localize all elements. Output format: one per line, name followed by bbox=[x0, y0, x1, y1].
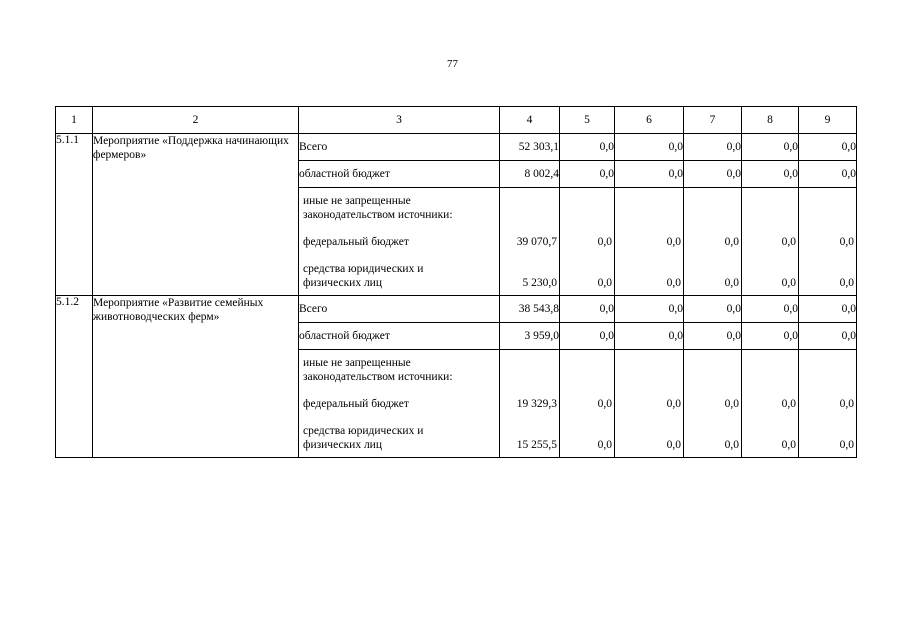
page-number: 77 bbox=[447, 58, 458, 70]
value-cell: 0,0 bbox=[839, 236, 854, 248]
source-label: законодательством источники: bbox=[303, 371, 453, 383]
value-cell: 0,0 bbox=[799, 296, 857, 323]
value-cell: 0,0 bbox=[724, 439, 739, 451]
value-cell: 0,0 bbox=[781, 398, 796, 410]
value-cell: 0,0 bbox=[666, 398, 681, 410]
value-cell: 0,0 bbox=[742, 296, 799, 323]
item-code: 5.1.1 bbox=[56, 134, 93, 296]
header-cell: 7 bbox=[684, 107, 742, 134]
value-cell: 0,0 bbox=[781, 439, 796, 451]
value-cell: 0,0 bbox=[799, 323, 857, 350]
value-cell: 0,0 bbox=[684, 323, 742, 350]
source-label: иные не запрещенные bbox=[303, 357, 411, 369]
header-cell: 6 bbox=[615, 107, 684, 134]
value-cell: 19 329,3 bbox=[516, 398, 557, 410]
source-label: средства юридических и bbox=[303, 263, 424, 275]
value-cell: 0,0 bbox=[560, 161, 615, 188]
value-cell: 0,0 bbox=[684, 134, 742, 161]
value-cell: 0,0 bbox=[597, 439, 612, 451]
source-label: физических лиц bbox=[303, 277, 382, 289]
value-cell: 0,0 bbox=[560, 323, 615, 350]
value-cell: 8 002,4 bbox=[500, 161, 560, 188]
item-name: Мероприятие «Развитие семейных животноводческих ферм» bbox=[93, 296, 299, 458]
source-label: физических лиц bbox=[303, 439, 382, 451]
value-cell: 0,0 bbox=[560, 296, 615, 323]
value-stack bbox=[615, 188, 684, 296]
value-stack bbox=[684, 350, 742, 458]
header-row bbox=[56, 107, 857, 134]
value-cell: 0,0 bbox=[666, 236, 681, 248]
value-stack bbox=[742, 188, 799, 296]
value-cell: 0,0 bbox=[742, 161, 799, 188]
value-cell: 0,0 bbox=[615, 134, 684, 161]
source-stack bbox=[299, 350, 500, 458]
value-cell: 0,0 bbox=[615, 161, 684, 188]
source-label: федеральный бюджет bbox=[303, 398, 409, 410]
value-cell: 0,0 bbox=[781, 236, 796, 248]
value-cell: 0,0 bbox=[684, 296, 742, 323]
value-cell: 0,0 bbox=[839, 277, 854, 289]
value-cell: 0,0 bbox=[799, 134, 857, 161]
header-cell: 5 bbox=[560, 107, 615, 134]
header-cell: 2 bbox=[93, 107, 299, 134]
budget-table bbox=[55, 106, 857, 458]
value-cell: 0,0 bbox=[597, 398, 612, 410]
value-cell: 5 230,0 bbox=[522, 277, 557, 289]
value-stack bbox=[560, 350, 615, 458]
value-cell: 0,0 bbox=[597, 277, 612, 289]
item-name: Мероприятие «Поддержка начинающих фермеров» bbox=[93, 134, 299, 296]
value-cell: 0,0 bbox=[724, 277, 739, 289]
value-stack bbox=[560, 188, 615, 296]
value-stack bbox=[742, 350, 799, 458]
value-cell: 0,0 bbox=[724, 236, 739, 248]
source-label: законодательством источники: bbox=[303, 209, 453, 221]
value-stack bbox=[799, 188, 857, 296]
value-cell: 0,0 bbox=[615, 296, 684, 323]
value-stack bbox=[500, 188, 560, 296]
value-cell: 0,0 bbox=[799, 161, 857, 188]
source-label: Всего bbox=[299, 296, 500, 323]
source-label: областной бюджет bbox=[299, 323, 500, 350]
table-row bbox=[56, 134, 857, 161]
value-cell: 0,0 bbox=[597, 236, 612, 248]
value-cell: 0,0 bbox=[742, 323, 799, 350]
source-label: средства юридических и bbox=[303, 425, 424, 437]
value-cell: 3 959,0 bbox=[500, 323, 560, 350]
item-code: 5.1.2 bbox=[56, 296, 93, 458]
table-row bbox=[56, 296, 857, 323]
source-label: областной бюджет bbox=[299, 161, 500, 188]
value-cell: 0,0 bbox=[781, 277, 796, 289]
value-cell: 0,0 bbox=[615, 323, 684, 350]
header-cell: 3 bbox=[299, 107, 500, 134]
value-stack bbox=[500, 350, 560, 458]
value-cell: 15 255,5 bbox=[516, 439, 557, 451]
value-cell: 52 303,1 bbox=[500, 134, 560, 161]
value-cell: 39 070,7 bbox=[516, 236, 557, 248]
value-cell: 0,0 bbox=[666, 277, 681, 289]
value-stack bbox=[684, 188, 742, 296]
header-cell: 8 bbox=[742, 107, 799, 134]
value-cell: 38 543,8 bbox=[500, 296, 560, 323]
value-cell: 0,0 bbox=[684, 161, 742, 188]
header-cell: 4 bbox=[500, 107, 560, 134]
header-cell: 1 bbox=[56, 107, 93, 134]
value-stack bbox=[799, 350, 857, 458]
source-label: федеральный бюджет bbox=[303, 236, 409, 248]
value-cell: 0,0 bbox=[666, 439, 681, 451]
source-label: иные не запрещенные bbox=[303, 195, 411, 207]
value-cell: 0,0 bbox=[724, 398, 739, 410]
value-stack bbox=[615, 350, 684, 458]
header-cell: 9 bbox=[799, 107, 857, 134]
source-stack bbox=[299, 188, 500, 296]
value-cell: 0,0 bbox=[560, 134, 615, 161]
value-cell: 0,0 bbox=[742, 134, 799, 161]
value-cell: 0,0 bbox=[839, 439, 854, 451]
source-label: Всего bbox=[299, 134, 500, 161]
value-cell: 0,0 bbox=[839, 398, 854, 410]
